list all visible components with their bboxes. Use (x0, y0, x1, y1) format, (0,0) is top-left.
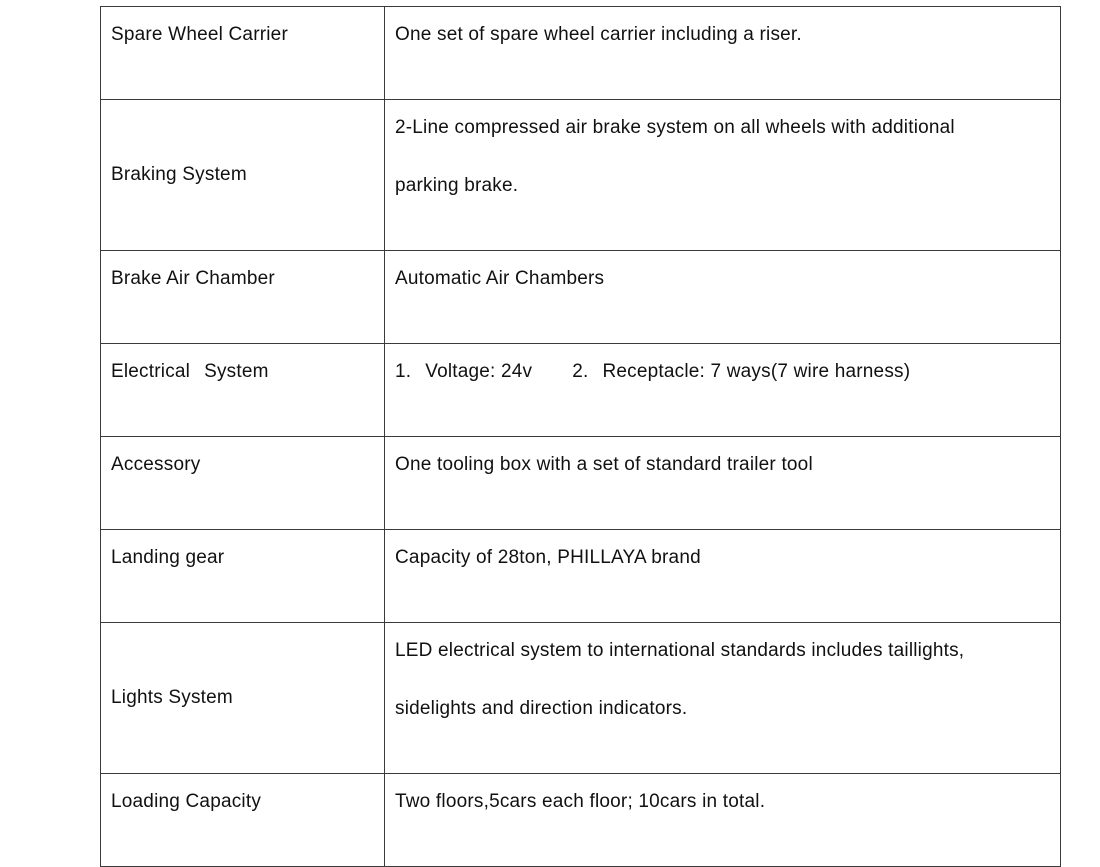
table-row (101, 344, 1061, 437)
row-value (385, 100, 1061, 251)
row-label: Loading Capacity (101, 774, 385, 867)
row-value: Capacity of 28ton, PHILLAYA brand (385, 530, 1061, 623)
value-line: LED electrical system to international standards includes taillights, (395, 640, 965, 661)
row-value: Automatic Air Chambers (385, 251, 1061, 344)
row-label: Braking System (101, 100, 385, 251)
value-line: 2-Line compressed air brake system on all wheels with additional (395, 117, 955, 138)
row-value (385, 623, 1061, 774)
item-text: Receptacle: 7 ways(7 wire harness) (602, 361, 911, 382)
row-label: Accessory (101, 437, 385, 530)
item-text: Voltage: 24v (425, 361, 533, 382)
item-number: 1. (395, 361, 412, 382)
row-value: One set of spare wheel carrier including a riser. (385, 7, 1061, 100)
table-row (101, 100, 1061, 251)
row-label (101, 344, 385, 437)
row-value: Two floors,5cars each floor; 10cars in total. (385, 774, 1061, 867)
table-row (101, 251, 1061, 344)
item-number: 2. (572, 361, 589, 382)
row-label: Spare Wheel Carrier (101, 7, 385, 100)
table-row (101, 530, 1061, 623)
table-row (101, 437, 1061, 530)
table-row (101, 774, 1061, 867)
specification-table (100, 6, 1061, 867)
row-label: Landing gear (101, 530, 385, 623)
table-row (101, 7, 1061, 100)
label-part: System (204, 361, 269, 382)
row-label: Lights System (101, 623, 385, 774)
label-part: Electrical (111, 361, 191, 382)
row-value: One tooling box with a set of standard trailer tool (385, 437, 1061, 530)
value-line: parking brake. (395, 175, 519, 196)
value-line: sidelights and direction indicators. (395, 698, 688, 719)
table-row (101, 623, 1061, 774)
row-label: Brake Air Chamber (101, 251, 385, 344)
row-value (385, 344, 1061, 437)
